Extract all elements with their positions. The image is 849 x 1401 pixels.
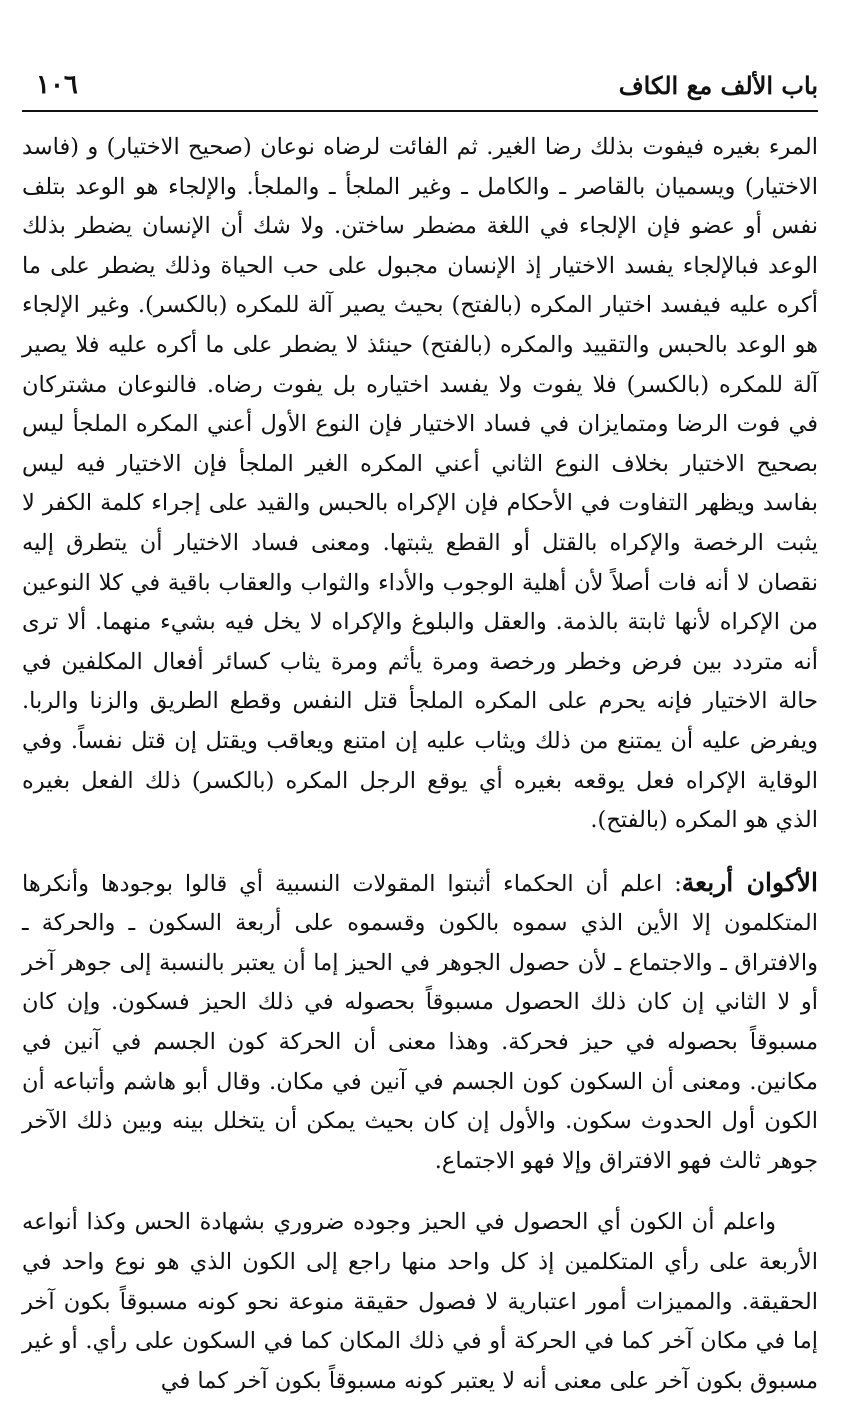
- page-header: [22, 62, 818, 108]
- paragraph-ikrah: [22, 128, 818, 841]
- running-title: باب الألف مع الكاف: [618, 70, 818, 100]
- paragraph-text: : اعلم أن الحكماء أثبتوا المقولات النسبية أي قالوا بوجودها وأنكرها المتكلمون إلا الأين الذي سموه بالكون وقسموه على أربعة السكون ـ والحركة ـ والافتراق ـ والاجتماع ـ لأن حصول الجوهر في الحيز إما أن يعتبر بالنسبة إلى جوهر آخر أو لا الثاني إن كان ذلك الحصول مسبوقاً بحصوله في ذلك الحيز فسكون. وإن كان مسبوقاً بحصوله في حيز فحركة. وهذا معنى أن الحركة كون الجسم في آنين في مكانين. ومعنى أن السكون كون الجسم في آنين في مكان. وقال أبو هاشم وأتباعه أن الكون أول الحدوث سكون. والأول إن كان بحيث يمكن أن يتخلل بينه وبين ذلك الآخر جوهر ثالث فهو الافتراق وإلا فهو الاجتماع.: [22, 870, 818, 1174]
- page-number: ١٠٦: [36, 70, 78, 100]
- body-text: [22, 128, 818, 1401]
- paragraph-text: واعلم أن الكون أي الحصول في الحيز وجوده ضروري بشهادة الحس وكذا أنواعه الأربعة على رأي المتكلمين إذ كل واحد منها راجع إلى الكون الذي هو نوع واحد في الحقيقة. والمميزات أمور اعتبارية لا فصول حقيقة منوعة نحو كونه مسبوقاً بكون آخر إما في مكان آخر كما في الحركة أو في ذلك المكان كما في السكون على رأي. أو غير مسبوق بكون آخر على معنى أنه لا يعتبر كونه مسبوقاً بكون آخر كما في: [22, 1209, 818, 1394]
- header-rule: [22, 110, 818, 112]
- paragraph-text: المرء بغيره فيفوت بذلك رضا الغير. ثم الفائت لرضاه نوعان (صحيح الاختيار) و (فاسد الاختيار) ويسميان بالقاصر ـ والكامل ـ وغير الملجأ ـ والملجأ. والإلجاء هو الوعد بتلف نفس أو عضو فإن الإلجاء في اللغة مضطر ساختن. ولا شك أن الإنسان يضطر بذلك الوعد فبالإلجاء يفسد الاختيار إذ الإنسان مجبول على حب الحياة وذلك يضطر على ما أكره عليه فيفسد اختيار المكره (بالفتح) بحيث يصير آلة للمكره (بالكسر). وغير الإلجاء هو الوعد بالحبس والتقييد والمكره (بالفتح) حينئذ لا يضطر على ما أكره عليه فلا يصير آلة للمكره (بالكسر) فلا يفوت ولا يفسد اختياره بل يفوت رضاه. فالنوعان مشتركان في فوت الرضا ومتمايزان في فساد الاختيار فإن النوع الأول أعني المكره الملجأ ليس بصحيح الاختيار بخلاف النوع الثاني أعني المكره الغير الملجأ فإن الاختيار فيه ليس بفاسد ويظهر التفاوت في الأحكام فإن الإكراه بالحبس والقيد على إجراء كلمة الكفر لا يثبت الرخصة والإكراه بالقتل أو القطع يثبتها. ومعنى فساد الاختيار أن يتطرق إليه نقصان لا أنه فات أصلاً لأن أهلية الوجوب والأداء والثواب والعقاب باقية في كلا النوعين من الإكراه لأنها ثابتة بالذمة. والعقل والبلوغ والإكراه لا يخل فيه بشيء منهما. ألا ترى أنه متردد بين فرض وخطر ورخصة ومرة يأثم ومرة يثاب كسائر أفعال المكلفين في حالة الاختيار فإنه يحرم على المكره الملجأ قتل النفس وقطع الطريق والزنا والربا. ويفرض عليه أن يمتنع من ذلك ويثاب عليه إن امتنع ويعاقب ويقتل إن قتل نفساً. وفي الوقاية الإكراه فعل يوقعه بغيره أي يوقع الرجل المكره (بالكسر) ذلك الفعل بغيره الذي هو المكره (بالفتح).: [22, 134, 818, 834]
- paragraph-akwan: [22, 863, 818, 1182]
- paragraph-kawn: [22, 1203, 818, 1401]
- entry-term: الأكوان أربعة: [681, 867, 818, 897]
